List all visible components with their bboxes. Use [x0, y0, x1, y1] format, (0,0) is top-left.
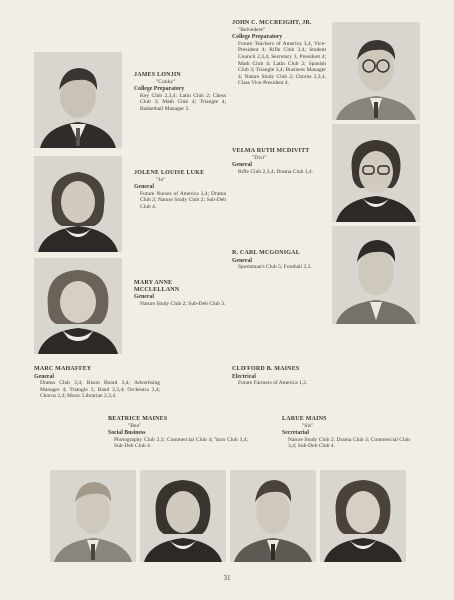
student-course: General [34, 373, 54, 380]
photo-jolene-luke [34, 156, 122, 252]
student-nickname: "Bea" [128, 422, 142, 429]
student-course: General [232, 162, 252, 169]
student-course: Secretarial [282, 430, 309, 437]
photo-marc-mahaffey [50, 470, 136, 562]
student-name: CLIFFORD B. MAINES [232, 366, 300, 372]
photo-beatrice-maines [140, 470, 226, 562]
student-activities: Key Club 2,3,4; Latin Club 2; Chess Club 3; Math Club 4; Triangle 4; Basketball Manager 2. [140, 92, 226, 112]
photo-james-lonjin [34, 52, 122, 148]
student-course: College Preparatory [232, 34, 283, 41]
student-activities: Future Nurses of America 3,4; Drama Club 2; Nature Study Club 2; Sub-Deb Club 4. [140, 190, 226, 210]
entry-james-lonjin [134, 72, 226, 113]
student-nickname: "Conky" [156, 78, 176, 85]
student-activities: Nature Study Club 2; Sub-Deb Club 3. [140, 300, 226, 307]
photo-clifford-maines [230, 470, 316, 562]
student-activities: Sportsman's Club 5; Football 2,3. [238, 264, 312, 271]
entry-velma-mcdivitt [232, 148, 326, 175]
student-course: Electrical [232, 373, 256, 380]
page-number: 31 [223, 574, 231, 582]
photo-velma-mcdivitt [332, 124, 420, 222]
entry-marc-mahaffey [34, 366, 160, 400]
student-name: BEATRICE MAINES [108, 416, 168, 422]
student-name: VELMA RUTH MCDIVITT [232, 148, 310, 154]
student-course: General [232, 257, 252, 264]
photo-carl-mcgonigal [332, 226, 420, 324]
photo-john-mccreight [332, 22, 420, 120]
student-nickname: "Divi" [252, 154, 267, 161]
student-activities: Rifle Club 2,3,4; Drama Club 3,4. [238, 168, 314, 175]
student-activities: Drama Club 3,4; Bison Board 3,4; Advertising Manager 4; Triangle 3; Band 2,3,4; Orchestra 3,4; Chorus 2,4; Music Librarian 2,3,4. [40, 380, 160, 400]
student-course: General [134, 294, 154, 301]
student-name: LARUE MAINS [282, 416, 327, 422]
student-name: JOLENE LOUISE LUKE [134, 170, 205, 176]
entry-clifford-maines [232, 366, 362, 387]
entry-jolene-luke [134, 170, 226, 211]
student-course: Social Business [108, 430, 146, 437]
student-name: MARY ANNE MCCLELLANN [134, 280, 180, 293]
entry-larue-mains [282, 416, 410, 450]
entry-john-mccreight [232, 20, 326, 87]
entry-beatrice-maines [108, 416, 248, 450]
student-name: JAMES LONJIN [134, 72, 181, 78]
student-course: College Preparatory [134, 86, 185, 93]
photo-larue-mains [320, 470, 406, 562]
entry-carl-mcgonigal [232, 250, 326, 271]
student-course: General [134, 184, 154, 191]
entry-mary-anne-mcclellann [134, 280, 226, 307]
student-name: JOHN C. MCCREIGHT, JR. [232, 20, 312, 26]
student-activities: Nature Study Club 2; Drama Club 3; Commercial Club 3,4; Sub-Deb Club 4. [288, 436, 410, 450]
student-name: R. CARL MCGONIGAL [232, 250, 300, 256]
photo-mary-anne-mcclellann [34, 258, 122, 354]
student-activities: Future Farmers of America 1,2. [238, 380, 308, 387]
student-nickname: "Jo" [156, 176, 166, 183]
student-nickname: "Sis" [302, 422, 314, 429]
student-activities: Photography Club 2,3; Commercial Club 4; Yarn Club 3,4; Sub-Deb Club 4. [114, 436, 248, 450]
student-nickname: "Belvedere" [238, 26, 266, 33]
student-activities: Future Teachers of America 3,4, Vice-President 4; Rifle Club 3,4; Student Council 2,3,4, Secretary 3, President 4; Math Club 4; Latin Club 2; Spanish Club 3; Triangle 3,4; Business Manager 4; Nature Study Club 2; Chorus 2,3,4, Class Vice-President 4. [238, 40, 326, 87]
student-name: MARC MAHAFFEY [34, 366, 92, 372]
